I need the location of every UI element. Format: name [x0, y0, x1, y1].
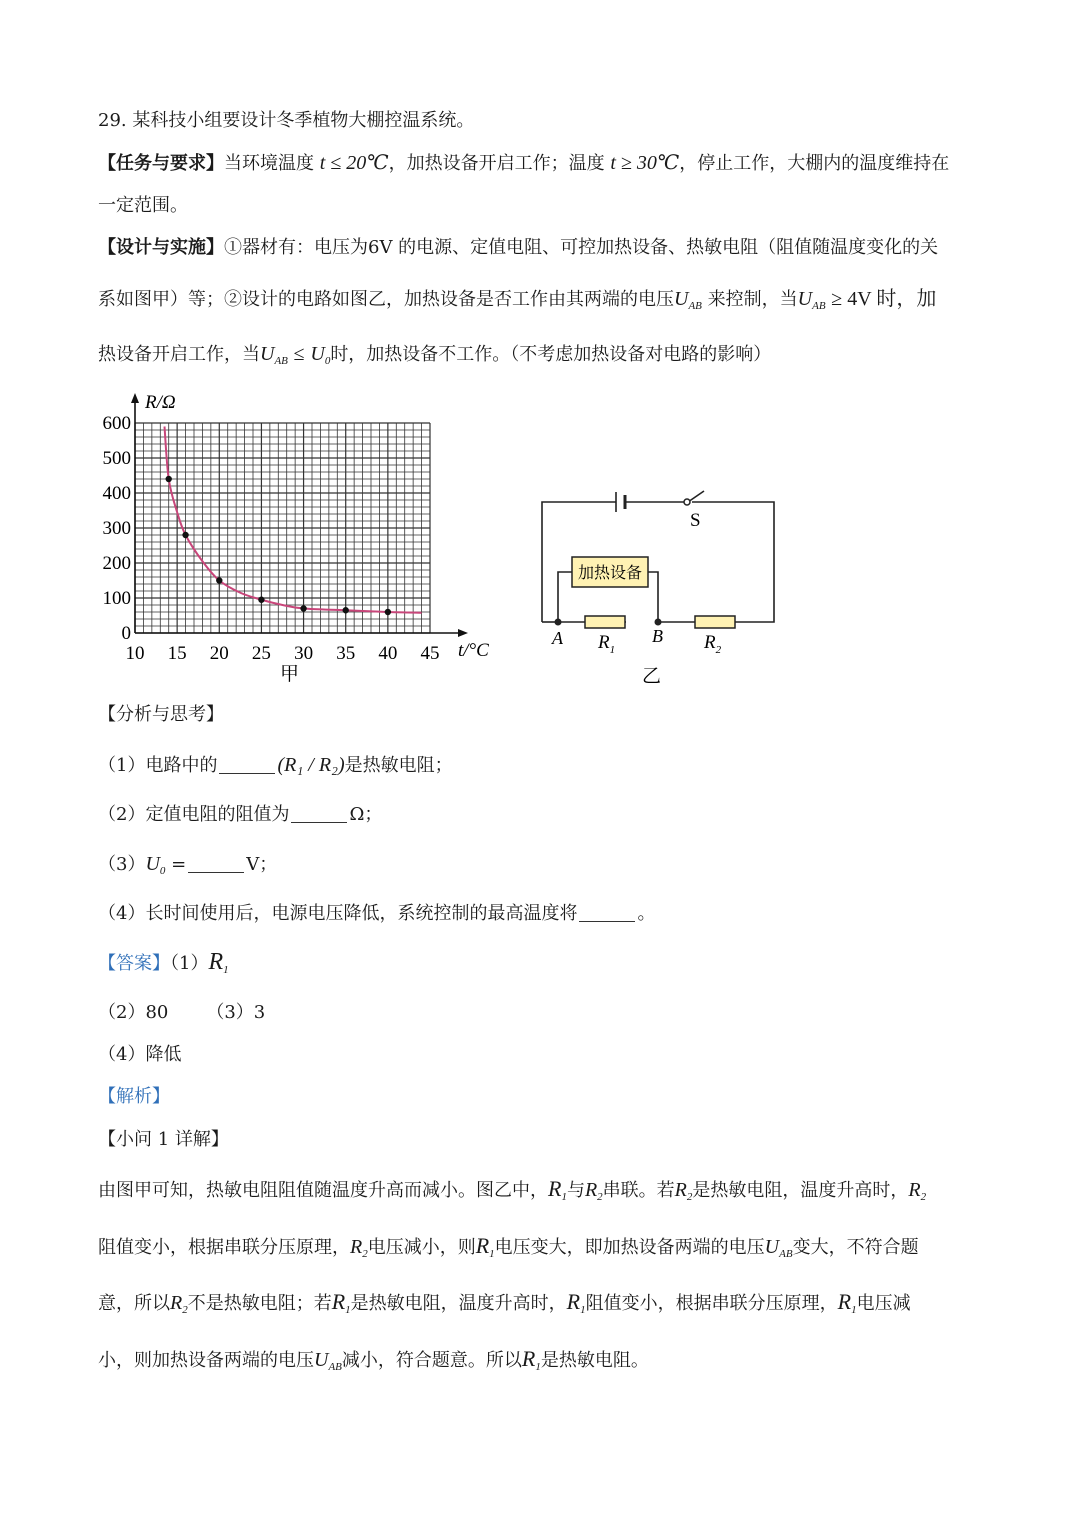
r1-symbol: $R_1$	[521, 1346, 541, 1373]
x-tick-label: 15	[167, 643, 187, 664]
chart-caption: 甲	[280, 664, 300, 685]
solution-subtag: 【小问 1 详解】	[98, 1129, 229, 1150]
q3-text-a: （3）	[98, 854, 146, 875]
design-line-2	[98, 287, 936, 318]
design-text-c1: 热设备开启工作，当	[98, 344, 260, 365]
answer-tag: 【答案】	[98, 953, 170, 974]
u-ab-symbol: $U_{AB}$	[260, 343, 288, 367]
design-text-b2: 来控制，当	[707, 289, 798, 310]
q1-text-c: 是热敏电阻；	[344, 755, 453, 776]
r2-symbol: $R_2$	[350, 1236, 368, 1260]
y-tick-label: 600	[102, 413, 131, 434]
r1-resistor	[585, 616, 625, 628]
resistance-temperature-chart	[90, 388, 510, 688]
data-point	[216, 577, 222, 583]
r2-symbol: $R_2$	[908, 1179, 927, 1203]
sol-text: 与	[566, 1180, 585, 1201]
sol-text: 电压变大，即加热设备两端的电压	[494, 1237, 765, 1258]
analysis-q2	[98, 803, 382, 827]
q4-blank[interactable]	[579, 903, 635, 922]
design-line-3	[98, 342, 771, 373]
q3-unit: V；	[246, 854, 278, 875]
y-tick-label: 100	[102, 588, 131, 609]
sol-text: 阻值变小，根据串联分压原理，	[98, 1237, 350, 1258]
q4-text-a: （4）长时间使用后，电源电压降低，系统控制的最高温度将	[98, 903, 578, 924]
design-text-c3: 时，加热设备不工作。（不考虑加热设备对电路的影响）	[330, 344, 772, 365]
data-point	[182, 532, 188, 538]
node-a-dot	[555, 619, 562, 626]
sol-text: 是热敏电阻，温度升高时，	[692, 1180, 909, 1201]
x-tick-label: 40	[378, 643, 398, 664]
circuit-diagram	[530, 480, 790, 690]
solution-line-1	[98, 1177, 926, 1209]
resistance-curve	[165, 427, 422, 613]
sol-text: 阻值变小，根据串联分压原理，	[585, 1293, 838, 1314]
sol-text: 电压减	[856, 1293, 911, 1314]
x-axis-label: t/°C	[458, 640, 489, 661]
x-tick-label: 35	[336, 643, 356, 664]
r1-label: $R_1$	[598, 632, 616, 656]
x-tick-label: 20	[209, 643, 229, 664]
sol-text: 由图甲可知，热敏电阻阻值随温度升高而减小。图乙中，	[98, 1180, 548, 1201]
q1-text-a: （1）电路中的	[98, 755, 218, 776]
u-ab-symbol: $U_{AB}$	[764, 1236, 793, 1260]
r1-symbol: $R_1$	[475, 1233, 495, 1260]
temp-cond-high: t ≥ 30℃	[610, 152, 680, 174]
design-text-b3: ≥ 4V 时，加	[831, 288, 937, 310]
chart-curve	[165, 427, 422, 613]
u-ab-symbol: $U_{AB}$	[797, 288, 826, 312]
x-tick-label: 30	[294, 643, 314, 664]
heater-label: 加热设备	[577, 565, 643, 582]
question-title	[98, 109, 474, 133]
sol-text: 小，则加热设备两端的电压	[98, 1350, 314, 1371]
sol-text: 意，所以	[98, 1293, 170, 1314]
sol-text: 变大，不符合题	[792, 1237, 919, 1258]
answer-2: （2）80	[98, 1002, 169, 1023]
x-tick-label: 45	[420, 643, 440, 664]
data-point	[385, 609, 391, 615]
task-line	[98, 151, 949, 176]
u-ab-symbol: $U_{AB}$	[674, 288, 702, 312]
data-point	[258, 597, 264, 603]
answer-line-4: （4）降低	[98, 1044, 182, 1065]
design-text-b1: 系如图甲）等；②设计的电路如图乙，加热设备是否工作由其两端的电压	[98, 289, 674, 310]
design-line-1	[98, 236, 938, 260]
x-axis-arrow	[458, 629, 468, 637]
r2-symbol: $R_2$	[170, 1292, 188, 1316]
u0-symbol: $U_0$	[310, 343, 331, 367]
y-axis-arrow	[131, 393, 139, 403]
q2-blank[interactable]	[291, 804, 347, 823]
solution-line-3	[98, 1290, 911, 1322]
r1-symbol: $R_1$	[837, 1289, 857, 1316]
q4-text-b: 。	[637, 903, 656, 924]
y-tick-label: 300	[102, 518, 131, 539]
answer-3: （3）3	[206, 1002, 266, 1023]
task-tag: 【任务与要求】	[98, 153, 224, 174]
temp-cond-low: t ≤ 20℃	[319, 152, 389, 174]
node-b-dot	[655, 619, 662, 626]
u0-symbol: $U_0$	[145, 853, 166, 877]
task-text-a: 当环境温度	[224, 153, 314, 174]
data-point	[343, 607, 349, 613]
node-b-label: B	[652, 626, 663, 646]
data-point	[300, 605, 306, 611]
answer-1-prefix: （1）	[170, 953, 209, 974]
switch-label: S	[690, 510, 701, 531]
question-text: 某科技小组要设计冬季植物大棚控温系统。	[132, 110, 475, 131]
equals-sign: =	[171, 854, 187, 875]
answer-1-value: $R_1$	[208, 949, 229, 976]
sol-text: 是热敏电阻。	[540, 1350, 649, 1371]
x-tick-label: 10	[125, 643, 145, 664]
r1-symbol: $R_1$	[548, 1176, 567, 1203]
sol-text: 串联。若	[602, 1180, 675, 1201]
r2-label: $R_2$	[704, 632, 722, 656]
y-axis-label: R/Ω	[145, 392, 176, 413]
r1-symbol: $R_1$	[566, 1289, 586, 1316]
analysis-tag: 【分析与思考】	[98, 704, 224, 725]
leq-sign: ≤	[293, 343, 305, 365]
chart-grid	[135, 423, 430, 633]
sol-text: 减小，符合题意。所以	[341, 1350, 522, 1371]
x-tick-label: 25	[251, 643, 271, 664]
answer-line-2	[98, 1001, 265, 1025]
sol-text: 是热敏电阻，温度升高时，	[350, 1293, 567, 1314]
r2-symbol: $R_2$	[584, 1179, 603, 1203]
sol-text: 电压减小，则	[367, 1237, 476, 1258]
design-tag: 【设计与实施】	[98, 237, 224, 258]
solution-line-4	[98, 1347, 649, 1379]
y-tick-label: 500	[102, 448, 131, 469]
u-ab-symbol: $U_{AB}$	[314, 1349, 342, 1373]
solution-line-2	[98, 1234, 919, 1266]
task-text-b: ，加热设备开启工作；温度	[388, 153, 605, 174]
r2-resistor	[695, 616, 735, 628]
question-number: 29.	[98, 110, 127, 131]
analysis-q3	[98, 852, 277, 883]
analysis-q4	[98, 902, 655, 926]
node-a-label: A	[552, 628, 563, 648]
task-line-2: 一定范围。	[98, 195, 188, 216]
task-text-d: ，停止工作，大棚内的温度维持在	[679, 153, 950, 174]
sol-text: 不是热敏电阻；若	[187, 1293, 332, 1314]
circuit-caption: 乙	[642, 666, 662, 687]
q1-blank[interactable]	[219, 755, 275, 774]
solution-tag: 【解析】	[98, 1086, 170, 1107]
q3-blank[interactable]	[188, 854, 244, 873]
q2-text-a: （2）定值电阻的阻值为	[98, 804, 290, 825]
design-text-a: ①器材有：电压为6V 的电源、定值电阻、可控加热设备、热敏电阻（阻值随温度变化的关	[224, 237, 939, 258]
analysis-q1	[98, 753, 453, 778]
q2-unit: Ω；	[349, 804, 383, 825]
y-tick-label: 0	[121, 623, 131, 644]
y-tick-label: 400	[102, 483, 131, 504]
r2-symbol: $R_2$	[674, 1179, 693, 1203]
y-tick-label: 200	[102, 553, 131, 574]
switch-contact	[684, 499, 690, 505]
data-point	[166, 476, 172, 482]
answer-line-1	[98, 950, 229, 982]
q1-options: (R₁ / R₂)	[277, 754, 345, 776]
r1-symbol: $R_1$	[331, 1289, 351, 1316]
